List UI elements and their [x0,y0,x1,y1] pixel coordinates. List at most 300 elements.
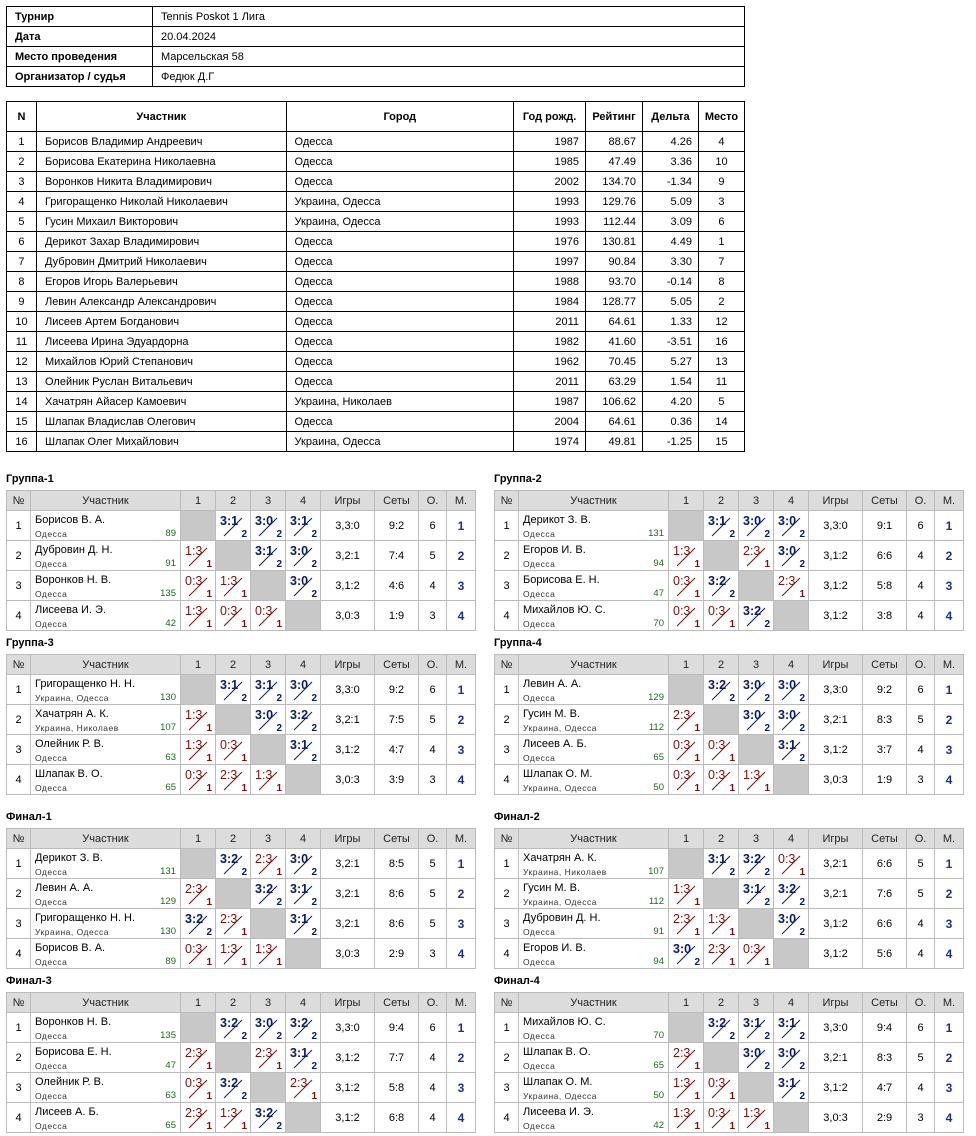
group-row [7,601,476,631]
match-points: 2 [799,723,805,734]
match-points: 2 [764,1061,770,1072]
group-row [495,1103,964,1133]
participant-cell: 1982 [514,332,586,352]
games-cell: 3,3:0 [809,675,863,705]
sets-cell: 9:2 [375,675,419,705]
participant-cell: 2004 [514,412,586,432]
match-result-cell [669,909,704,939]
match-points: 1 [206,619,212,630]
points-cell: 6 [907,511,935,541]
group-column-header: Участник [519,829,669,849]
match-score: 3:0 [290,544,309,558]
match-result-cell [669,705,704,735]
group-column-header: О. [907,829,935,849]
player-rating: 42 [653,1120,664,1131]
place-cell: 4 [447,939,476,969]
group-column-header: О. [419,655,447,675]
match-result-cell [216,909,251,939]
player-rating: 129 [648,692,664,703]
player-rating: 70 [653,1030,664,1041]
points-cell: 5 [419,879,447,909]
participant-cell: 10 [7,312,37,332]
place-cell: 2 [447,705,476,735]
row-number: 2 [7,705,31,735]
match-points: 1 [206,589,212,600]
participant-cell: Одесса [286,172,514,192]
participant-cell: 106.62 [586,392,643,412]
sets-cell: 6:8 [375,1103,419,1133]
participant-cell: 90.84 [586,252,643,272]
group-column-header: 2 [216,829,251,849]
group-column-header: 1 [181,829,216,849]
match-score: 3:0 [743,514,762,528]
player-city: Одесса [35,783,68,793]
participant-cell: 2002 [514,172,586,192]
player-city: Одесса [35,1091,68,1101]
group-column-header: Сеты [375,993,419,1013]
row-number: 1 [495,849,519,879]
match-score: 1:3 [673,1076,691,1090]
match-result-cell [739,1103,774,1133]
player-city: Украина, Одесса [523,783,597,793]
participant-cell: 3.09 [643,212,699,232]
match-points: 1 [206,783,212,794]
match-result-cell [181,1043,216,1073]
match-points: 2 [799,559,805,570]
match-result-cell [739,601,774,631]
player-cell [519,571,669,601]
match-points: 2 [276,1031,282,1042]
match-score: 3:1 [708,514,727,528]
match-score: 3:0 [255,514,274,528]
match-result-cell [774,571,809,601]
match-points: 1 [764,1121,770,1132]
match-result-cell [216,1073,251,1103]
participant-cell: 63.29 [586,372,643,392]
info-key: Турнир [7,7,153,27]
player-cell [519,675,669,705]
row-number: 2 [495,705,519,735]
player-name: Борисов В. А. [35,514,106,526]
player-city: Одесса [35,1061,68,1071]
match-result-cell [216,1103,251,1133]
row-number: 1 [7,1013,31,1043]
participant-cell: 10 [698,152,744,172]
info-key: Организатор / судья [7,67,153,87]
games-cell: 3,1:2 [809,909,863,939]
match-result-cell [774,705,809,735]
column-header: N [7,102,37,132]
place-cell: 2 [935,879,964,909]
row-number: 1 [7,849,31,879]
match-points: 1 [694,559,700,570]
match-score: 3:0 [255,1016,274,1030]
match-points: 2 [311,529,317,540]
match-score: 3:2 [185,912,204,926]
player-name: Борисов В. А. [35,942,106,954]
group-column-header: Сеты [375,829,419,849]
self-match-cell [704,541,739,571]
group-title: Финал-2 [494,811,540,823]
sets-cell: 3:8 [863,601,907,631]
match-score: 2:3 [673,1046,691,1060]
match-score: 3:0 [290,852,309,866]
points-cell: 3 [907,1103,935,1133]
participant-cell: 93.70 [586,272,643,292]
points-cell: 3 [907,765,935,795]
group-column-header: 3 [739,993,774,1013]
match-score: 3:2 [220,852,239,866]
group-table [494,992,964,1133]
match-result-cell [669,541,704,571]
participant-cell: Михайлов Юрий Степанович [36,352,286,372]
match-score: 3:2 [743,852,762,866]
participant-cell: 2011 [514,372,586,392]
player-cell [31,879,181,909]
self-match-cell [216,879,251,909]
match-result-cell [774,511,809,541]
player-name: Егоров И. В. [523,942,586,954]
games-cell: 3,0:3 [321,939,375,969]
player-cell [31,705,181,735]
sets-cell: 9:4 [375,1013,419,1043]
player-cell [31,541,181,571]
place-cell: 1 [447,849,476,879]
player-cell [519,511,669,541]
place-cell: 1 [447,1013,476,1043]
match-points: 1 [241,783,247,794]
sets-cell: 7:4 [375,541,419,571]
participant-cell: 5 [7,212,37,232]
self-match-cell [739,571,774,601]
games-cell: 3,1:2 [321,1043,375,1073]
player-cell [519,601,669,631]
match-points: 2 [311,927,317,938]
player-city: Одесса [35,867,68,877]
player-city: Одесса [523,1121,556,1131]
match-points: 1 [276,957,282,968]
participant-cell: Борисова Екатерина Николаевна [36,152,286,172]
match-result-cell [286,879,321,909]
group-table [494,490,964,631]
participant-cell: Шлапак Владислав Олегович [36,412,286,432]
self-match-cell [286,939,321,969]
participant-cell: 129.76 [586,192,643,212]
participant-cell: -3.51 [643,332,699,352]
match-points: 1 [764,957,770,968]
participant-cell: Борисов Владимир Андреевич [36,132,286,152]
player-city: Украина, Николаев [523,867,607,877]
participant-cell: 2011 [514,312,586,332]
info-row [7,47,745,67]
participant-cell: 41.60 [586,332,643,352]
match-points: 2 [799,753,805,764]
participant-cell: Одесса [286,232,514,252]
sets-cell: 8:6 [375,879,419,909]
row-number: 2 [495,879,519,909]
group-column-header: № [495,829,519,849]
points-cell: 6 [907,1013,935,1043]
player-rating: 70 [653,618,664,629]
player-name: Михайлов Ю. С. [523,1016,606,1028]
match-score: 1:3 [255,942,273,956]
player-city: Украина, Одесса [35,927,109,937]
group-column-header: Игры [321,829,375,849]
games-cell: 3,2:1 [809,1043,863,1073]
match-points: 2 [311,559,317,570]
group-column-header: 4 [774,993,809,1013]
match-result-cell [704,909,739,939]
match-result-cell [181,571,216,601]
sets-cell: 5:6 [863,939,907,969]
self-match-cell [181,849,216,879]
participant-cell: 1.33 [643,312,699,332]
match-result-cell [251,601,286,631]
participant-cell: 12 [7,352,37,372]
sets-cell: 5:8 [863,571,907,601]
match-result-cell [704,1073,739,1103]
group-column-header: № [495,993,519,1013]
match-points: 2 [764,529,770,540]
group-row [495,879,964,909]
group-column-header: Участник [519,993,669,1013]
group-column-header: Сеты [863,491,907,511]
player-city: Одесса [35,897,68,907]
participant-cell: 88.67 [586,132,643,152]
sets-cell: 6:6 [863,849,907,879]
match-points: 2 [764,897,770,908]
match-result-cell [774,1073,809,1103]
match-result-cell [181,705,216,735]
points-cell: 5 [419,849,447,879]
match-result-cell [669,1103,704,1133]
match-points: 1 [694,1061,700,1072]
group-row [495,1073,964,1103]
match-score: 3:1 [255,544,274,558]
match-points: 2 [241,1031,247,1042]
sets-cell: 8:5 [375,849,419,879]
participant-row [7,192,745,212]
group-title: Группа-3 [6,637,54,649]
match-result-cell [181,879,216,909]
games-cell: 3,1:2 [321,571,375,601]
row-number: 4 [495,765,519,795]
match-score: 3:0 [290,678,309,692]
match-score: 3:1 [290,882,309,896]
match-score: 3:0 [743,1046,762,1060]
participant-cell: 5.05 [643,292,699,312]
match-score: 0:3 [708,738,726,752]
place-cell: 3 [935,571,964,601]
player-rating: 91 [165,558,176,569]
self-match-cell [774,601,809,631]
sets-cell: 7:7 [375,1043,419,1073]
match-result-cell [251,541,286,571]
row-number: 3 [495,909,519,939]
match-points: 1 [206,723,212,734]
row-number: 1 [495,1013,519,1043]
match-score: 1:3 [220,1106,238,1120]
match-score: 0:3 [708,1106,726,1120]
sets-cell: 9:4 [863,1013,907,1043]
participant-cell: 15 [7,412,37,432]
player-name: Воронков Н. В. [35,574,112,586]
match-score: 3:0 [778,544,797,558]
match-result-cell [739,675,774,705]
participant-cell: 64.61 [586,412,643,432]
player-cell [31,1103,181,1133]
self-match-cell [774,1103,809,1133]
group-row [7,511,476,541]
player-city: Украина, Одесса [523,1091,597,1101]
sets-cell: 3:9 [375,765,419,795]
player-rating: 50 [653,782,664,793]
match-points: 1 [694,589,700,600]
games-cell: 3,0:3 [321,765,375,795]
player-cell [519,735,669,765]
match-score: 3:1 [290,912,309,926]
sets-cell: 9:2 [375,511,419,541]
match-points: 2 [764,1031,770,1042]
group-column-header: 2 [216,491,251,511]
match-result-cell [251,939,286,969]
group-column-header: 1 [669,655,704,675]
info-key: Дата [7,27,153,47]
match-score: 3:0 [778,912,797,926]
match-score: 3:2 [708,574,727,588]
row-number: 4 [7,1103,31,1133]
match-score: 1:3 [708,912,726,926]
player-name: Борисова Е. Н. [523,574,600,586]
info-value: Федюк Д.Г [153,67,745,87]
match-points: 2 [694,957,700,968]
match-points: 1 [729,783,735,794]
sets-cell: 1:9 [375,601,419,631]
match-score: 0:3 [708,1076,726,1090]
group-column-header: 1 [669,491,704,511]
sets-cell: 6:6 [863,541,907,571]
participant-cell: Григоращенко Николай Николаевич [36,192,286,212]
participant-cell: 14 [7,392,37,412]
group-row [7,571,476,601]
participant-cell: 6 [698,212,744,232]
participant-cell: -1.25 [643,432,699,452]
participant-row [7,372,745,392]
sets-cell: 4:7 [375,735,419,765]
group-column-header: М. [935,491,964,511]
match-score: 3:2 [220,1076,239,1090]
match-score: 3:1 [743,1016,762,1030]
player-cell [31,601,181,631]
player-city: Одесса [35,753,68,763]
group-row [495,909,964,939]
group-header-row [495,491,964,511]
self-match-cell [704,879,739,909]
games-cell: 3,3:0 [321,675,375,705]
points-cell: 4 [419,1103,447,1133]
player-cell [31,1073,181,1103]
match-points: 1 [799,589,805,600]
player-rating: 131 [648,528,664,539]
player-rating: 65 [653,752,664,763]
match-score: 2:3 [708,942,726,956]
sets-cell: 6:6 [863,909,907,939]
match-points: 2 [799,1061,805,1072]
match-result-cell [739,1013,774,1043]
group-title: Финал-4 [494,975,540,987]
match-points: 2 [764,723,770,734]
participant-cell: 134.70 [586,172,643,192]
match-score: 3:2 [290,708,309,722]
row-number: 4 [495,601,519,631]
row-number: 2 [7,879,31,909]
group-row [7,879,476,909]
player-rating: 112 [648,722,664,733]
group-header-row [495,829,964,849]
points-cell: 4 [907,571,935,601]
player-cell [519,1013,669,1043]
group-column-header: Игры [809,655,863,675]
match-points: 1 [764,559,770,570]
games-cell: 3,2:1 [321,541,375,571]
place-cell: 3 [447,1073,476,1103]
group-row [495,1013,964,1043]
match-score: 0:3 [185,942,203,956]
match-result-cell [181,909,216,939]
participant-cell: Лисеев Артем Богданович [36,312,286,332]
match-points: 2 [241,1091,247,1102]
match-points: 2 [276,693,282,704]
row-number: 3 [7,909,31,939]
match-result-cell [251,849,286,879]
group-row [7,765,476,795]
points-cell: 4 [907,601,935,631]
points-cell: 4 [907,735,935,765]
player-cell [31,571,181,601]
group-column-header: М. [935,655,964,675]
participant-cell: 2 [7,152,37,172]
match-result-cell [704,735,739,765]
participant-cell: 16 [698,332,744,352]
match-points: 1 [694,619,700,630]
group-column-header: Игры [321,655,375,675]
match-result-cell [181,765,216,795]
group-row [495,705,964,735]
player-rating: 130 [160,926,176,937]
player-name: Лисеева И. Э. [35,604,106,616]
points-cell: 5 [419,705,447,735]
match-points: 1 [206,957,212,968]
player-cell [31,1013,181,1043]
match-result-cell [286,675,321,705]
player-name: Лисеев А. Б. [523,738,587,750]
player-city: Украина, Одесса [523,723,597,733]
match-result-cell [774,675,809,705]
participant-cell: 1987 [514,132,586,152]
player-cell [31,735,181,765]
games-cell: 3,1:2 [321,1073,375,1103]
place-cell: 2 [447,541,476,571]
points-cell: 4 [907,1073,935,1103]
player-rating: 65 [165,782,176,793]
info-row [7,27,745,47]
group-column-header: Сеты [863,993,907,1013]
match-score: 3:0 [778,708,797,722]
column-header: Город [286,102,514,132]
group-row [495,765,964,795]
match-score: 1:3 [220,942,238,956]
player-city: Одесса [523,619,556,629]
